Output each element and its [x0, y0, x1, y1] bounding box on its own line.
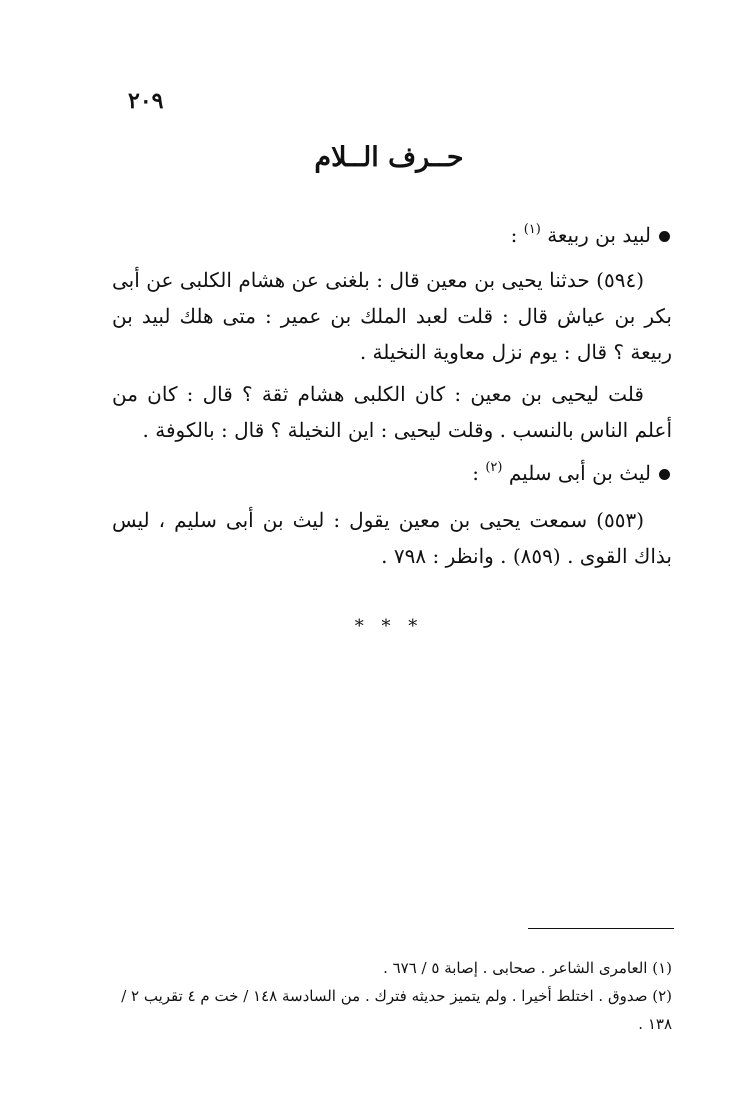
- chapter-title: حــرف الــلام: [314, 142, 464, 173]
- footnote-2: (٢) صدوق . اختلط أخيرا . ولم يتميز حديثه فترك . من السادسة ١٤٨ / خت م ٤ تقريب ٢ / ١٣٨ .: [121, 987, 672, 1033]
- paragraph-text: (٥٩٤) حدثنا يحيى بن معين قال : بلغنى عن هشام الكلبى عن أبى بكر بن عياش قال : قلت لعبد الملك بن عمير : متى هلك لبيد بن ربيعة ؟ قال : يوم نزل معاوية النخيلة .: [112, 268, 672, 364]
- footnote-ref: (١): [523, 222, 541, 237]
- entry-heading-text: لبيد بن ربيعة: [547, 223, 651, 247]
- entry-heading-labid: [100, 212, 670, 253]
- bullet-icon: [659, 469, 670, 480]
- entry-paragraph: [112, 502, 672, 574]
- entry-heading-text: ليث بن أبى سليم: [508, 461, 651, 485]
- heading-colon: :: [472, 461, 479, 485]
- page-number: ٢٠٩: [128, 88, 164, 114]
- footnote-divider: [528, 928, 674, 929]
- entry-paragraph: [112, 262, 672, 370]
- entry-paragraph: [112, 376, 672, 448]
- footnote-ref: (٢): [485, 460, 503, 475]
- entry-heading-layth: [100, 450, 670, 491]
- footnotes: [112, 954, 672, 1038]
- paragraph-text: (٥٥٣) سمعت يحيى بن معين يقول : ليث بن أبى سليم ، ليس بذاك القوى . (٨٥٩) . وانظر : ٧٩٨ .: [112, 508, 672, 568]
- heading-colon: :: [510, 223, 518, 247]
- paragraph-text: قلت ليحيى بن معين : كان الكلبى هشام ثقة ؟ قال : كان من أعلم الناس بالنسب . وقلت ليحيى : اين النخيلة ؟ قال : بالكوفة .: [112, 382, 672, 442]
- footnote-1: (١) العامرى الشاعر . صحابى . إصابة ٥ / ٦٧٦ .: [383, 959, 672, 977]
- bullet-icon: [659, 231, 670, 242]
- section-separator: * * *: [354, 616, 424, 637]
